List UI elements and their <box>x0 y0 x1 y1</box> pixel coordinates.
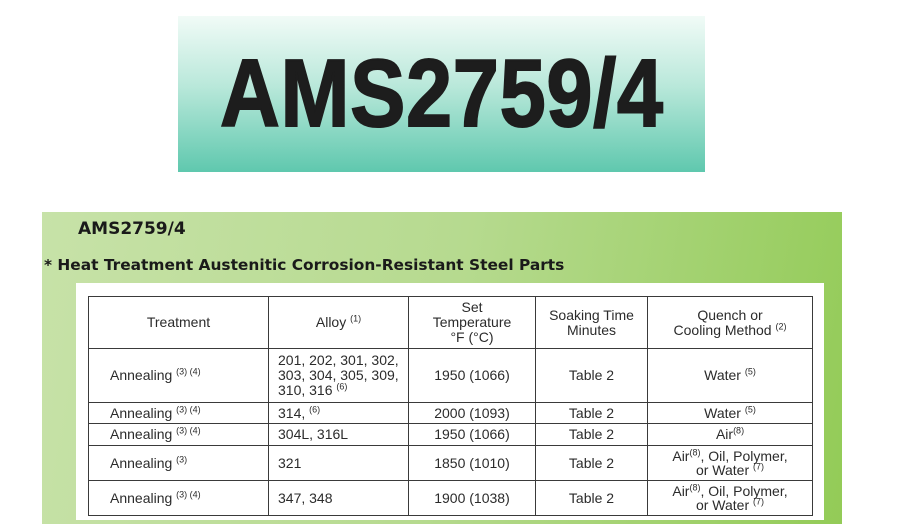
title-banner <box>178 16 705 172</box>
footnote-ref: (3) <box>176 453 188 464</box>
footnote-ref: (3) (4) <box>176 366 201 377</box>
cell-soaking: Table 2 <box>536 403 648 424</box>
banner-title: AMS2759/4 <box>219 40 664 147</box>
footnote-ref: (6) <box>309 403 321 414</box>
header-treatment: Treatment <box>89 297 269 349</box>
footnote-ref: (3) (4) <box>176 425 201 436</box>
table-header-row <box>89 297 813 349</box>
footnote-ref: (8) <box>689 447 701 458</box>
heat-treatment-table <box>88 296 813 516</box>
header-quench-method: Quench or Cooling Method $^{(2)}$ <box>648 297 813 349</box>
footnote-ref: (6) <box>336 381 348 392</box>
cell-quench: Air$^{(8)}$ <box>648 424 813 446</box>
cell-treatment: Annealing $^{(3)}$ <box>89 446 269 481</box>
spec-code: AMS2759/4 <box>78 219 186 239</box>
footnote-ref: (3) (4) <box>176 403 201 414</box>
footnote-ref: (2) <box>775 320 787 331</box>
footnote-ref: (7) <box>753 461 765 472</box>
footnote-ref: (8) <box>689 482 701 493</box>
cell-alloy: 304L, 316L <box>269 424 409 446</box>
header-set-temperature: Set Temperature °F (°C) <box>409 297 536 349</box>
cell-treatment: Annealing $^{(3) (4)}$ <box>89 424 269 446</box>
cell-quench: Water $^{(5)}$ <box>648 349 813 403</box>
cell-treatment: Annealing $^{(3) (4)}$ <box>89 481 269 516</box>
footnote-ref: (3) (4) <box>176 488 201 499</box>
cell-treatment: Annealing $^{(3) (4)}$ <box>89 403 269 424</box>
cell-soaking: Table 2 <box>536 349 648 403</box>
cell-alloy: 321 <box>269 446 409 481</box>
table-row <box>89 349 813 403</box>
footnote-ref: (7) <box>753 496 765 507</box>
header-alloy: Alloy $^{(1)}$ <box>269 297 409 349</box>
cell-alloy: 201, 202, 301, 302, 303, 304, 305, 309, 310, 316 $^{(6)}$ <box>269 349 409 403</box>
footnote-ref: (5) <box>744 366 756 377</box>
table-row <box>89 446 813 481</box>
cell-soaking: Table 2 <box>536 446 648 481</box>
spec-subtitle: * Heat Treatment Austenitic Corrosion-Resistant Steel Parts <box>44 256 565 274</box>
table-row <box>89 481 813 516</box>
cell-temperature: 2000 (1093) <box>409 403 536 424</box>
cell-treatment: Annealing $^{(3) (4)}$ <box>89 349 269 403</box>
cell-quench: Air$^{(8)}$, Oil, Polymer, or Water $^{(7)}$ <box>648 446 813 481</box>
header-soaking-time: Soaking Time Minutes <box>536 297 648 349</box>
cell-alloy: 347, 348 <box>269 481 409 516</box>
cell-temperature: 1950 (1066) <box>409 424 536 446</box>
footnote-ref: (5) <box>744 403 756 414</box>
cell-quench: Water $^{(5)}$ <box>648 403 813 424</box>
footnote-ref: (8) <box>733 425 745 436</box>
table-row <box>89 403 813 424</box>
cell-quench: Air$^{(8)}$, Oil, Polymer, or Water $^{(7)}$ <box>648 481 813 516</box>
cell-temperature: 1950 (1066) <box>409 349 536 403</box>
cell-soaking: Table 2 <box>536 481 648 516</box>
cell-temperature: 1850 (1010) <box>409 446 536 481</box>
footnote-ref: (1) <box>350 313 362 324</box>
table-row <box>89 424 813 446</box>
cell-temperature: 1900 (1038) <box>409 481 536 516</box>
cell-soaking: Table 2 <box>536 424 648 446</box>
cell-alloy: 314, $^{(6)}$ <box>269 403 409 424</box>
